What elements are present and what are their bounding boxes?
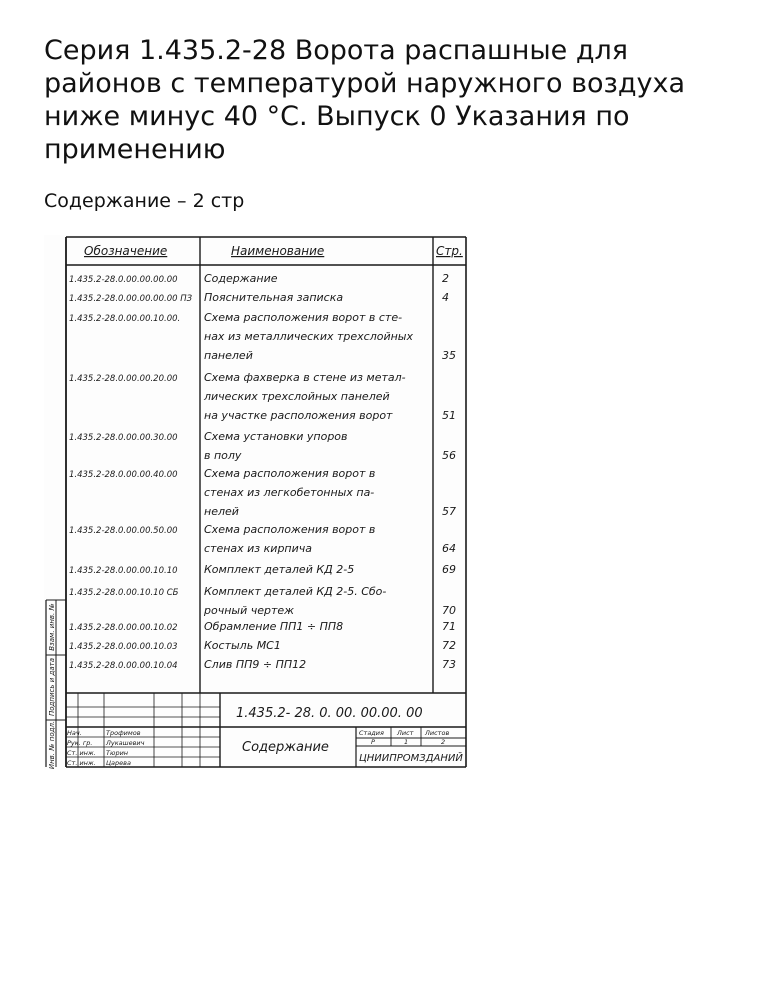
row-designation: 1.435.2-28.0.00.10.10 СБ: [69, 588, 179, 598]
row-designation: 1.435.2-28.0.00.00.10.03: [69, 642, 178, 652]
row-name-line: стенах из легкобетонных па-: [204, 486, 375, 499]
row-page-number: 64: [442, 542, 456, 555]
row-name-line: рочный чертеж: [204, 604, 295, 617]
signature-person: Тюрин: [106, 749, 129, 757]
row-name-line: Схема расположения ворот в: [204, 523, 376, 536]
row-page-number: 4: [442, 291, 449, 304]
row-name-line: на участке расположения ворот: [204, 409, 393, 422]
signature-role: Нач.: [67, 729, 82, 737]
row-name-line: Слив ПП9 ÷ ПП12: [204, 658, 307, 671]
row-name-line: Комплект деталей КД 2-5: [204, 563, 355, 576]
signature-person: Царева: [106, 759, 131, 767]
side-label: Взам. инв. №: [48, 603, 56, 651]
row-name-line: стенах из кирпича: [204, 542, 313, 555]
contents-rows: [69, 272, 456, 671]
stamp-stage-value: Р: [371, 738, 375, 746]
row-page-number: 69: [442, 563, 456, 576]
row-name-line: Содержание: [204, 272, 278, 285]
row-designation: 1.435.2-28.0.00.00.10.04: [69, 661, 178, 671]
row-page-number: 72: [442, 639, 456, 652]
row-designation: 1.435.2-28.0.00.00.00.00 ПЗ: [69, 294, 193, 304]
row-name-line: Пояснительная записка: [204, 291, 344, 304]
row-designation: 1.435.2-28.0.00.00.10.02: [69, 623, 178, 633]
side-label: Инв. № подл.: [48, 720, 56, 770]
signature-role: Ст. инж.: [67, 759, 96, 767]
row-page-number: 2: [442, 272, 449, 285]
row-name-line: Схема фахверка в стене из метал-: [204, 371, 406, 384]
stamp-document-code: 1.435.2- 28. 0. 00. 00.00. 00: [236, 706, 423, 721]
row-name-line: в полу: [204, 449, 242, 462]
row-page-number: 73: [442, 658, 456, 671]
row-designation: 1.435.2-28.0.00.00.10.00.: [69, 314, 181, 324]
row-name-line: Схема расположения ворот в: [204, 467, 376, 480]
stamp-sheet-value: 1: [404, 738, 409, 746]
column-header-designation: Обозначение: [84, 244, 168, 258]
row-page-number: 35: [442, 349, 456, 362]
row-designation: 1.435.2-28.0.00.00.30.00: [69, 433, 178, 443]
page-subtitle: Содержание – 2 стр: [44, 190, 245, 212]
row-designation: 1.435.2-28.0.00.00.10.10: [69, 566, 178, 576]
signature-role: Ст. инж.: [67, 749, 96, 757]
stamp-stage-label: Стадия: [359, 729, 384, 737]
signature-person: Лукашевич: [106, 739, 145, 747]
row-designation: 1.435.2-28.0.00.00.20.00: [69, 374, 178, 384]
signature-person: Трофимов: [106, 729, 141, 737]
row-designation: 1.435.2-28.0.00.00.40.00: [69, 470, 178, 480]
stamp-sheet-label: Лист: [397, 729, 414, 737]
row-name-line: Комплект деталей КД 2-5. Сбо-: [204, 585, 387, 598]
stamp-sheets-label: Листов: [425, 729, 450, 737]
row-page-number: 71: [442, 620, 456, 633]
row-page-number: 56: [442, 449, 456, 462]
row-name-line: Обрамление ПП1 ÷ ПП8: [204, 620, 344, 633]
signature-role: Рук. гр.: [67, 739, 93, 747]
row-name-line: нах из металлических трехслойных: [204, 330, 413, 343]
column-header-name: Наименование: [231, 244, 325, 258]
row-page-number: 57: [442, 505, 456, 518]
stamp-sheets-value: 2: [441, 738, 446, 746]
page-title: Серия 1.435.2-28 Ворота распашные для районов с температурой наружного воздуха ниже минус 40 °С. Выпуск 0 Указания по применению: [44, 35, 686, 165]
row-name-line: лических трехслойных панелей: [204, 390, 390, 403]
row-designation: 1.435.2-28.0.00.00.50.00: [69, 526, 178, 536]
scanned-contents-sheet: [44, 235, 468, 770]
row-name-line: Схема установки упоров: [204, 430, 348, 443]
row-name-line: нелей: [204, 505, 239, 518]
row-page-number: 51: [442, 409, 456, 422]
stamp-side-labels: [48, 603, 56, 769]
stamp-signatures: [67, 729, 145, 767]
row-name-line: Костыль МС1: [204, 639, 281, 652]
side-label: Подпись и дата: [48, 658, 56, 716]
column-header-page: Стр.: [436, 244, 463, 258]
row-name-line: Схема расположения ворот в сте-: [204, 311, 403, 324]
row-designation: 1.435.2-28.0.00.00.00.00: [69, 275, 178, 285]
contents-table-drawing: [44, 235, 468, 770]
stamp-organization: ЦНИИПРОМЗДАНИЙ: [359, 753, 463, 764]
stamp-sheet-title: Содержание: [242, 740, 329, 755]
row-page-number: 70: [442, 604, 456, 617]
row-name-line: панелей: [204, 349, 253, 362]
